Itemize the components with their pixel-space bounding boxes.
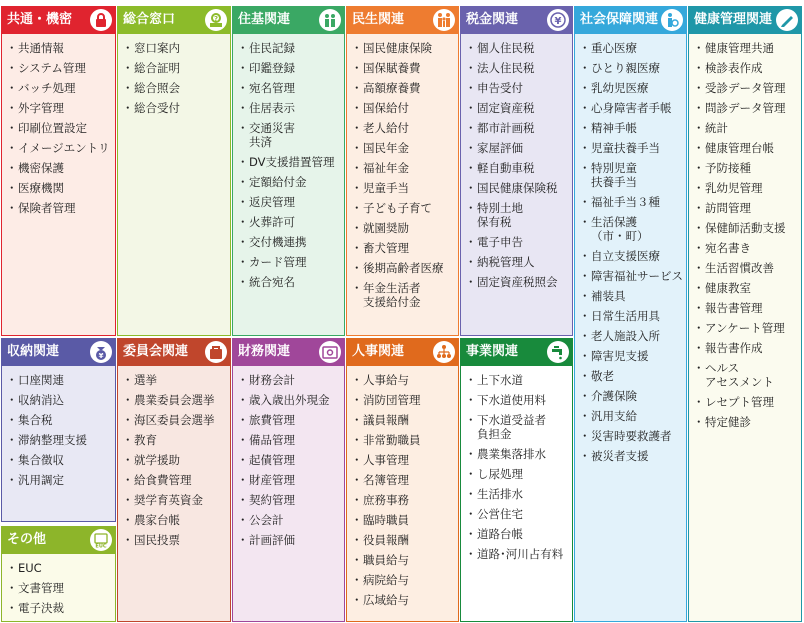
list-item[interactable]: ・ 統計: [695, 118, 797, 138]
list-item[interactable]: ・ 印鑑登録: [239, 58, 340, 78]
list-item[interactable]: ・ 医療機関: [8, 178, 111, 198]
list-item[interactable]: ・ 電子決裁: [8, 598, 111, 618]
list-item[interactable]: ・ 検診表作成: [695, 58, 797, 78]
list-item[interactable]: ・ 個人住民税: [467, 38, 568, 58]
category-title: 税金関連: [466, 12, 519, 27]
list-item[interactable]: ・ 特定健診: [695, 412, 797, 432]
item-list: [124, 38, 226, 118]
category-body: [574, 34, 687, 622]
category-title: 民生関連: [352, 12, 405, 27]
list-item[interactable]: ・ 生活保護 （市・町）: [581, 212, 682, 246]
category-body: [346, 366, 459, 622]
list-item[interactable]: ・ 収納消込: [8, 390, 111, 410]
list-item[interactable]: ・ 予防接種: [695, 158, 797, 178]
list-item[interactable]: ・ 年金生活者 支援給付金: [353, 278, 454, 312]
list-item[interactable]: ・ 上下水道: [467, 370, 568, 390]
item-list: [467, 370, 568, 564]
list-item[interactable]: ・ 返戻管理: [239, 192, 340, 212]
category-title: 人事関連: [352, 344, 405, 359]
item-list: [353, 38, 454, 312]
list-item[interactable]: ・ ひとり親医療: [581, 58, 682, 78]
list-item[interactable]: ・ 道路･河川占有料: [467, 544, 568, 564]
list-item[interactable]: ・ 口座関連: [8, 370, 111, 390]
item-list: [239, 38, 340, 292]
list-item[interactable]: ・ 福祉手当３種: [581, 192, 682, 212]
list-item[interactable]: ・ システム管理: [8, 58, 111, 78]
list-item[interactable]: ・ 障害福祉サービス: [581, 266, 682, 286]
category-title: 総合窓口: [123, 12, 176, 27]
list-item[interactable]: ・ 国民年金: [353, 138, 454, 158]
list-item[interactable]: ・ 人事給与: [353, 370, 454, 390]
list-item[interactable]: ・ 災害時要救護者: [581, 426, 682, 446]
category-sonota: [1, 526, 116, 622]
list-item[interactable]: ・ 旅費管理: [239, 410, 340, 430]
list-item[interactable]: ・ レセプト管理: [695, 392, 797, 412]
yen-bag-icon: [90, 341, 112, 363]
category-header[interactable]: [232, 6, 345, 34]
category-body: [232, 34, 345, 336]
list-item[interactable]: ・ 集合徴収: [8, 450, 111, 470]
list-item[interactable]: ・ 病院給与: [353, 570, 454, 590]
category-sogo: [117, 6, 231, 336]
list-item[interactable]: ・ 後期高齢者医療: [353, 258, 454, 278]
caregiver-icon: [661, 9, 683, 31]
category-title: 共通・機密: [7, 12, 73, 27]
list-item[interactable]: ・ 被災者支援: [581, 446, 682, 466]
category-title: 収納関連: [7, 344, 60, 359]
list-item[interactable]: ・ 印刷位置設定: [8, 118, 111, 138]
list-item[interactable]: ・ 畜犬管理: [353, 238, 454, 258]
category-header[interactable]: [1, 526, 116, 554]
list-item[interactable]: ・ 農業集落排水: [467, 444, 568, 464]
list-item[interactable]: ・ 訪問管理: [695, 198, 797, 218]
list-item[interactable]: ・ 特別児童 扶養手当: [581, 158, 682, 192]
category-header[interactable]: [460, 6, 573, 34]
list-item[interactable]: ・ 財産管理: [239, 470, 340, 490]
list-item[interactable]: ・ 統合宛名: [239, 272, 340, 292]
list-item[interactable]: ・ 国民投票: [124, 530, 226, 550]
category-header[interactable]: [232, 338, 345, 366]
list-item[interactable]: ・ 乳幼児医療: [581, 78, 682, 98]
item-list: [467, 38, 568, 292]
item-list: [8, 38, 111, 218]
list-item[interactable]: ・ 機密保護: [8, 158, 111, 178]
list-item[interactable]: ・ 非常勤職員: [353, 430, 454, 450]
category-header[interactable]: [117, 6, 231, 34]
list-item[interactable]: ・ 健康管理台帳: [695, 138, 797, 158]
list-item[interactable]: ・ 計画評価: [239, 530, 340, 550]
list-item[interactable]: ・ 軽自動車税: [467, 158, 568, 178]
list-item[interactable]: ・ 外字管理: [8, 98, 111, 118]
category-title: 委員会関連: [123, 344, 189, 359]
org-chart-icon: [433, 341, 455, 363]
list-item[interactable]: ・ 老人給付: [353, 118, 454, 138]
list-item[interactable]: ・ 保健師活動支援: [695, 218, 797, 238]
category-header[interactable]: [1, 338, 116, 366]
list-item[interactable]: ・ 児童扶養手当: [581, 138, 682, 158]
euc-icon: [90, 529, 112, 551]
category-header[interactable]: [574, 6, 687, 34]
list-item[interactable]: ・ 納税管理人: [467, 252, 568, 272]
list-item[interactable]: ・ 就学援助: [124, 450, 226, 470]
list-item[interactable]: ・ 下水道受益者 負担金: [467, 410, 568, 444]
list-item[interactable]: ・ 都市計画税: [467, 118, 568, 138]
category-body: [232, 366, 345, 622]
category-header[interactable]: [346, 338, 459, 366]
list-item[interactable]: ・ 国民健康保険: [353, 38, 454, 58]
list-item[interactable]: ・ 心身障害者手帳: [581, 98, 682, 118]
category-body: [117, 34, 231, 336]
list-item[interactable]: ・ 問診データ管理: [695, 98, 797, 118]
list-item[interactable]: ・ 選挙: [124, 370, 226, 390]
list-item[interactable]: ・ 精神手帳: [581, 118, 682, 138]
list-item[interactable]: ・ アンケート管理: [695, 318, 797, 338]
list-item[interactable]: ・ 道路台帳: [467, 524, 568, 544]
list-item[interactable]: ・ カード管理: [239, 252, 340, 272]
item-list: [353, 370, 454, 610]
category-title: 社会保障関連: [580, 12, 659, 27]
list-item[interactable]: ・ ヘルス アセスメント: [695, 358, 797, 392]
list-item[interactable]: ・ 障害児支援: [581, 346, 682, 366]
list-item[interactable]: ・ 住居表示: [239, 98, 340, 118]
category-title: その他: [7, 532, 47, 547]
list-item[interactable]: ・ 総合証明: [124, 58, 226, 78]
list-item[interactable]: ・ 介護保険: [581, 386, 682, 406]
list-item[interactable]: ・ DV支援措置管理: [239, 152, 340, 172]
list-item[interactable]: ・ 総合照会: [124, 78, 226, 98]
list-item[interactable]: ・ 子ども子育て: [353, 198, 454, 218]
question-people-icon: [205, 9, 227, 31]
list-item[interactable]: ・ 教育: [124, 430, 226, 450]
list-item[interactable]: ・ 国保賦養費: [353, 58, 454, 78]
category-title: 財務関連: [238, 344, 291, 359]
category-body: [1, 366, 116, 522]
list-item[interactable]: ・ 議員報酬: [353, 410, 454, 430]
category-title: 住基関連: [238, 12, 291, 27]
category-title: 健康管理関連: [694, 12, 773, 27]
list-item[interactable]: ・ 国民健康保険税: [467, 178, 568, 198]
list-item[interactable]: ・ 公営住宅: [467, 504, 568, 524]
lock-icon: [90, 9, 112, 31]
list-item[interactable]: ・ 集合税: [8, 410, 111, 430]
list-item[interactable]: ・ 臨時職員: [353, 510, 454, 530]
svg-text:?: ?: [213, 15, 219, 23]
list-item[interactable]: ・ 児童手当: [353, 178, 454, 198]
list-item[interactable]: ・ 備品管理: [239, 430, 340, 450]
list-item[interactable]: ・ 庶務事務: [353, 490, 454, 510]
category-kenko: [688, 6, 802, 622]
parents-child-icon: [433, 9, 455, 31]
list-item[interactable]: ・ 交付機連携: [239, 232, 340, 252]
list-item[interactable]: ・ 宛名書き: [695, 238, 797, 258]
list-item[interactable]: ・ 自立支援医療: [581, 246, 682, 266]
list-item[interactable]: ・ イメージエントリ: [8, 138, 111, 158]
category-kyotsu: [1, 6, 116, 336]
list-item[interactable]: ・ 生活排水: [467, 484, 568, 504]
safe-icon: [319, 341, 341, 363]
category-body: [460, 34, 573, 336]
list-item[interactable]: ・ 人事管理: [353, 450, 454, 470]
list-item[interactable]: ・ 名簿管理: [353, 470, 454, 490]
list-item[interactable]: ・ 農業委員会選挙: [124, 390, 226, 410]
item-list: [581, 38, 682, 466]
category-title: 事業関連: [466, 344, 519, 359]
list-item[interactable]: ・ 文書管理: [8, 578, 111, 598]
list-item[interactable]: ・ 契約管理: [239, 490, 340, 510]
list-item[interactable]: ・ 下水道使用料: [467, 390, 568, 410]
list-item[interactable]: ・ 広域給与: [353, 590, 454, 610]
category-header[interactable]: [1, 6, 116, 34]
item-list: [8, 558, 111, 618]
category-minsei: [346, 6, 459, 336]
svg-text:EUC: EUC: [95, 543, 107, 548]
list-item[interactable]: ・ 宛名管理: [239, 78, 340, 98]
category-header[interactable]: [117, 338, 231, 366]
pen-icon: [776, 9, 798, 31]
category-iinkai: [117, 338, 231, 622]
list-item[interactable]: ・ 補装具: [581, 286, 682, 306]
list-item[interactable]: ・ 財務会計: [239, 370, 340, 390]
yen-icon: [547, 9, 569, 31]
faucet-icon: [547, 341, 569, 363]
list-item[interactable]: ・ 交通災害 共済: [239, 118, 340, 152]
list-item[interactable]: ・ 火葬許可: [239, 212, 340, 232]
list-item[interactable]: ・ 法人住民税: [467, 58, 568, 78]
list-item[interactable]: ・ 総合受付: [124, 98, 226, 118]
list-item[interactable]: ・ 受診データ管理: [695, 78, 797, 98]
list-item[interactable]: ・ 特別土地 保有税: [467, 198, 568, 232]
list-item[interactable]: ・ 重心医療: [581, 38, 682, 58]
svg-text:¥: ¥: [554, 16, 562, 27]
category-header[interactable]: [346, 6, 459, 34]
category-body: [460, 366, 573, 622]
list-item[interactable]: ・ 固定資産税照会: [467, 272, 568, 292]
list-item[interactable]: ・ 生活習慣改善: [695, 258, 797, 278]
list-item[interactable]: ・ 乳幼児管理: [695, 178, 797, 198]
category-body: [688, 34, 802, 622]
item-list: [8, 370, 111, 490]
list-item[interactable]: ・ 定額給付金: [239, 172, 340, 192]
item-list: [695, 38, 797, 432]
category-zaimu: [232, 338, 345, 622]
list-item[interactable]: ・ 消防団管理: [353, 390, 454, 410]
list-item[interactable]: ・ 職員給与: [353, 550, 454, 570]
list-item[interactable]: ・ 日常生活用具: [581, 306, 682, 326]
category-body: [1, 34, 116, 336]
list-item[interactable]: ・ 窓口案内: [124, 38, 226, 58]
category-body: [117, 366, 231, 622]
category-body: [346, 34, 459, 336]
list-item[interactable]: ・ 固定資産税: [467, 98, 568, 118]
list-item[interactable]: ・ 申告受付: [467, 78, 568, 98]
svg-text:¥: ¥: [98, 352, 104, 360]
list-item[interactable]: ・ 役員報酬: [353, 530, 454, 550]
list-item[interactable]: ・ し尿処理: [467, 464, 568, 484]
list-item[interactable]: ・ 電子申告: [467, 232, 568, 252]
list-item[interactable]: ・ 歳入歳出外現金: [239, 390, 340, 410]
list-item[interactable]: ・ 健康管理共通: [695, 38, 797, 58]
list-item[interactable]: ・ 高額療養費: [353, 78, 454, 98]
list-item[interactable]: ・ 国保給付: [353, 98, 454, 118]
list-item[interactable]: ・ 住民記録: [239, 38, 340, 58]
list-item[interactable]: ・ 給食費管理: [124, 470, 226, 490]
category-shakai: [574, 6, 687, 622]
category-zeikin: [460, 6, 573, 336]
list-item[interactable]: ・ 敬老: [581, 366, 682, 386]
list-item[interactable]: ・ 滞納整理支援: [8, 430, 111, 450]
list-item[interactable]: ・ 奨学育英資金: [124, 490, 226, 510]
list-item[interactable]: ・ 就園奨励: [353, 218, 454, 238]
list-item[interactable]: ・ 農家台帳: [124, 510, 226, 530]
family-icon: [319, 9, 341, 31]
category-jigyo: [460, 338, 573, 622]
category-shuno: [1, 338, 116, 522]
list-item[interactable]: ・ 汎用支給: [581, 406, 682, 426]
list-item[interactable]: ・ 海区委員会選挙: [124, 410, 226, 430]
bag-icon: [205, 341, 227, 363]
item-list: [124, 370, 226, 550]
list-item[interactable]: ・ EUC: [8, 558, 111, 578]
list-item[interactable]: ・ 健康教室: [695, 278, 797, 298]
item-list: [239, 370, 340, 550]
list-item[interactable]: ・ 老人施設入所: [581, 326, 682, 346]
list-item[interactable]: ・ 汎用調定: [8, 470, 111, 490]
category-body: [1, 554, 116, 622]
category-jinji: [346, 338, 459, 622]
list-item[interactable]: ・ 公会計: [239, 510, 340, 530]
list-item[interactable]: ・ 家屋評価: [467, 138, 568, 158]
list-item[interactable]: ・ 共通情報: [8, 38, 111, 58]
list-item[interactable]: ・ 報告書管理: [695, 298, 797, 318]
list-item[interactable]: ・ バッチ処理: [8, 78, 111, 98]
category-header[interactable]: [460, 338, 573, 366]
list-item[interactable]: ・ 報告書作成: [695, 338, 797, 358]
list-item[interactable]: ・ 福祉年金: [353, 158, 454, 178]
category-header[interactable]: [688, 6, 802, 34]
category-juki: [232, 6, 345, 336]
list-item[interactable]: ・ 起債管理: [239, 450, 340, 470]
list-item[interactable]: ・ 保険者管理: [8, 198, 111, 218]
